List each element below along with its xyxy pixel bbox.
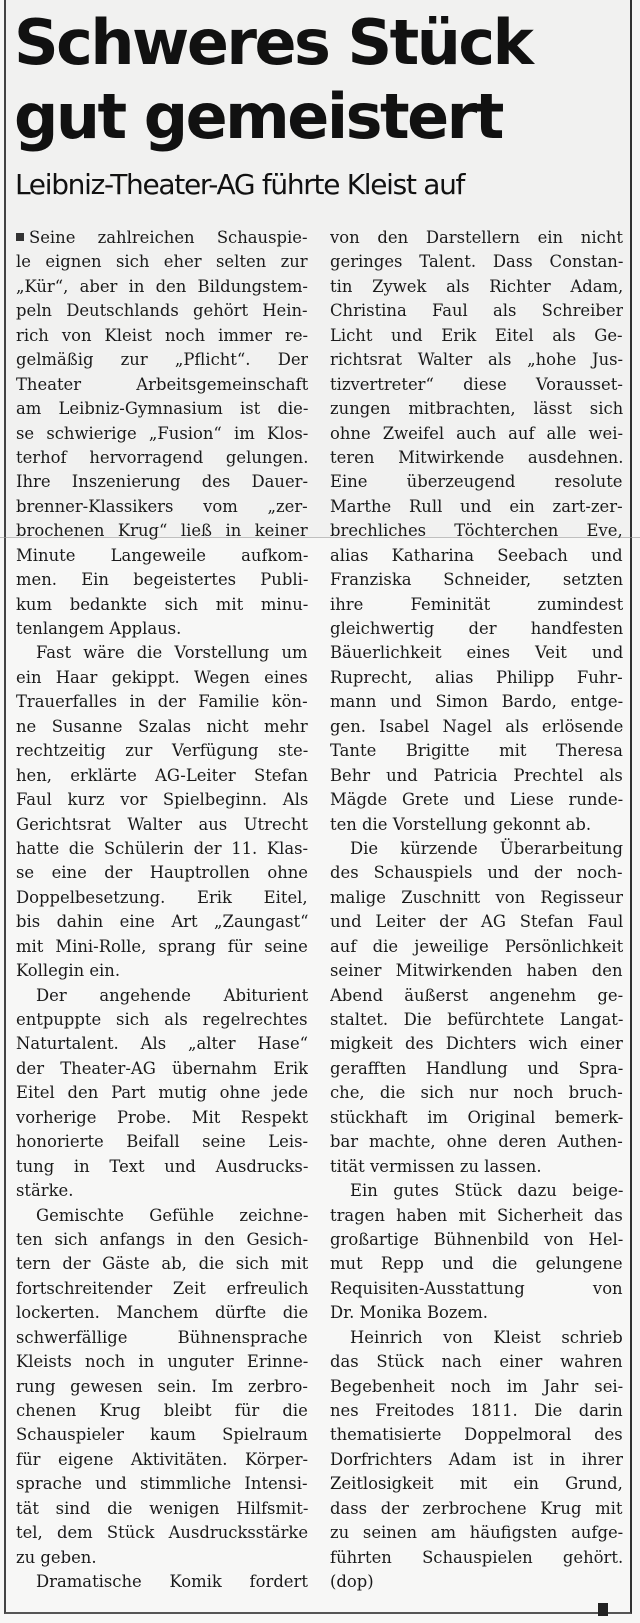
text-line-content: (dop): [330, 1572, 374, 1592]
text-line-content: nes Freitodes 1811. Die darin: [330, 1401, 623, 1420]
text-line: [16, 544, 308, 568]
text-line-content: men. Ein begeistertes Publi-: [16, 570, 308, 590]
text-line-content: „Kür“, aber in den Bildungstem-: [16, 276, 308, 296]
text-line-content: zungen mitbrachten, lässt sich: [330, 399, 623, 419]
text-line: [16, 470, 308, 494]
text-line: [330, 495, 623, 519]
text-line-content: führten Schauspielen gehört.: [330, 1547, 623, 1567]
text-line: [330, 1252, 623, 1276]
left-column: [16, 226, 308, 1595]
text-line: [330, 348, 623, 372]
text-line-content: Marthe Rull und ein zart-zer-: [330, 496, 623, 516]
text-line-content: Mägde Grete und Liese runde-: [330, 790, 623, 810]
text-line-content: fortschreitender Zeit erfreulich: [16, 1278, 308, 1298]
text-line-content: Tante Brigitte mit Theresa: [330, 741, 623, 761]
text-line-content: peln Deutschlands gehört Hein-: [16, 301, 308, 321]
text-line-content: am Leibniz-Gymnasium ist die-: [16, 399, 308, 419]
text-line-content: tenlangem Applaus.: [16, 619, 182, 638]
text-line-content: tragen haben mit Sicherheit das: [330, 1205, 623, 1225]
text-line: [330, 1399, 623, 1423]
text-line: [330, 226, 623, 250]
text-line: [16, 519, 308, 543]
text-line: [330, 568, 623, 592]
text-line-content: alias Katharina Seebach und: [330, 545, 623, 565]
text-line-content: Bäuerlichkeit eines Veit und: [330, 643, 623, 663]
text-line: [16, 1228, 308, 1252]
text-line-content: Gerichtsrat Walter aus Utrecht: [16, 814, 308, 834]
text-line-content: se schwierige „Fusion“ im Klos-: [16, 423, 308, 443]
text-line-content: ne Susanne Szalas nicht mehr: [16, 716, 308, 736]
text-line: [330, 250, 623, 274]
text-line-content: Behr und Patricia Prechtel als: [330, 765, 623, 785]
text-line: [330, 1130, 623, 1154]
text-line-content: Licht und Erik Eitel als Ge-: [330, 325, 623, 345]
text-line-content: Doppelbesetzung. Erik Eitel,: [16, 887, 308, 907]
text-line-content: tern der Gäste ab, die sich mit: [16, 1254, 308, 1274]
text-line-content: Schauspieler kaum Spielraum: [16, 1425, 308, 1445]
text-line: [330, 1106, 623, 1130]
text-line: [16, 959, 308, 983]
text-line-content: tung in Text und Ausdrucks-: [16, 1156, 308, 1176]
text-line: [16, 1032, 308, 1056]
text-line-content: brenner-Klassikers vom „zer-: [16, 496, 308, 516]
text-line-content: malige Zuschnitt von Regisseur: [330, 887, 623, 907]
text-line: [330, 1375, 623, 1399]
text-line-content: Abend äußerst angenehm ge-: [330, 985, 623, 1005]
text-line-content: ten die Vorstellung gekonnt ab.: [330, 814, 592, 834]
text-line: [330, 446, 623, 470]
text-line: [330, 1204, 623, 1228]
text-line: [330, 1032, 623, 1056]
text-line-content: Eine überzeugend resolute: [330, 472, 623, 492]
text-line-content: Dr. Monika Bozem.: [330, 1303, 488, 1323]
text-line: [330, 739, 623, 763]
text-line: [16, 397, 308, 421]
text-line: [330, 788, 623, 812]
text-line-content: gerafften Handlung und Spra-: [330, 1058, 623, 1078]
text-line: [16, 275, 308, 299]
text-line-content: rechtzeitig zur Verfügung ste-: [16, 741, 308, 761]
text-line: [16, 446, 308, 470]
text-line: [16, 1179, 308, 1203]
headline-line-1: Schweres Stück: [14, 6, 532, 79]
text-line: [16, 348, 308, 372]
text-line-content: Kleists noch in unguter Erinne-: [16, 1352, 308, 1372]
text-line: [330, 1546, 623, 1570]
text-line: [16, 1277, 308, 1301]
text-line: [16, 1106, 308, 1130]
text-line-content: auf die jeweilige Persönlichkeit: [330, 936, 623, 956]
text-line-content: sprache und stimmliche Intensi-: [16, 1474, 308, 1494]
text-line: [330, 1350, 623, 1374]
text-line: [330, 764, 623, 788]
text-line: [330, 1008, 623, 1032]
text-line: [330, 1228, 623, 1252]
text-line-content: Gemischte Gefühle zeichne-: [36, 1205, 308, 1225]
text-line: [16, 861, 308, 885]
text-line: [330, 1570, 623, 1594]
text-line: [16, 788, 308, 812]
text-line-content: teren Mitwirkende ausdehnen.: [330, 447, 623, 467]
text-line-content: tität vermissen zu lassen.: [330, 1156, 542, 1176]
text-line-content: Minute Langeweile aufkom-: [16, 545, 308, 565]
text-line-content: Kollegin ein.: [16, 961, 121, 981]
text-line: [16, 1057, 308, 1081]
text-line-content: tin Zywek als Richter Adam,: [330, 276, 623, 296]
text-line-content: geringes Talent. Dass Constan-: [330, 252, 623, 272]
text-line: [16, 617, 308, 641]
text-line-content: tät sind die wenigen Hilfsmit-: [16, 1498, 308, 1518]
text-line-content: für eigene Aktivitäten. Körper-: [16, 1449, 308, 1469]
text-line-content: brochenen Krug“ ließ in keiner: [16, 521, 308, 541]
text-line-content: Ruprecht, alias Philipp Fuhr-: [330, 667, 623, 687]
text-line: [16, 764, 308, 788]
text-line: [16, 422, 308, 446]
text-line: [330, 275, 623, 299]
text-line: [330, 1472, 623, 1496]
text-line-content: bis dahin eine Art „Zaungast“: [16, 912, 308, 932]
text-line-content: des Schauspiels und der noch-: [330, 863, 623, 883]
text-line: [330, 886, 623, 910]
text-line: [330, 299, 623, 323]
text-line-content: mann und Simon Bardo, entge-: [330, 692, 623, 712]
text-line: [16, 1448, 308, 1472]
text-line: [16, 324, 308, 348]
text-line-content: mut Repp und die gelungene: [330, 1254, 623, 1274]
text-line-content: staltet. Die befürchtete Langat-: [330, 1010, 623, 1029]
text-line-content: Requisiten-Ausstattung von: [330, 1278, 623, 1298]
text-line: [330, 1081, 623, 1105]
text-line: [16, 935, 308, 959]
text-line-content: der Theater-AG übernahm Erik: [16, 1058, 308, 1078]
text-line-content: rung gewesen sein. Im zerbro-: [16, 1376, 308, 1396]
text-line-content: rich von Kleist noch immer re-: [16, 325, 308, 345]
text-line-content: stärke.: [16, 1181, 74, 1201]
text-line: [16, 1375, 308, 1399]
text-line-content: ohne Zweifel auch auf alle wei-: [330, 423, 623, 443]
text-line: [330, 1423, 623, 1447]
text-line: [16, 1350, 308, 1374]
text-line: [330, 935, 623, 959]
text-line: [330, 1521, 623, 1545]
text-line: [16, 666, 308, 690]
text-line-content: Franziska Schneider, setzten: [330, 570, 623, 590]
text-line: [16, 1081, 308, 1105]
text-line: [16, 1301, 308, 1325]
text-line: [16, 568, 308, 592]
text-line-content: von den Darstellern ein nicht: [330, 228, 623, 247]
text-line-content: Faul kurz vor Spielbeginn. Als: [16, 790, 308, 810]
text-line: [16, 910, 308, 934]
text-line-content: Zeitlosigkeit mit ein Grund,: [330, 1474, 623, 1494]
text-line-content: chenen Krug bleibt für die: [16, 1401, 308, 1420]
text-line-content: terhof hervorragend gelungen.: [16, 447, 308, 467]
text-line: [16, 593, 308, 617]
text-line-content: Fast wäre die Vorstellung um: [36, 643, 308, 663]
text-line-content: Seine zahlreichen Schauspie-: [29, 228, 308, 247]
text-line: [330, 715, 623, 739]
text-line-content: Eitel den Part mutig ohne jede: [16, 1083, 308, 1103]
text-line: [16, 1008, 308, 1032]
text-line: [330, 666, 623, 690]
text-line-content: tizvertreter“ diese Vorausset-: [330, 374, 623, 394]
text-line-content: tel, dem Stück Ausdrucksstärke: [16, 1523, 308, 1543]
article-end-mark: [598, 1603, 608, 1616]
text-line: [330, 690, 623, 714]
text-line-content: gleichwertig der handfesten: [330, 619, 623, 638]
text-line-content: Dramatische Komik fordert: [36, 1572, 308, 1592]
text-line-content: Dorfrichters Adam ist in ihrer: [330, 1449, 623, 1469]
text-line: [16, 1204, 308, 1228]
text-line: [16, 886, 308, 910]
text-line: [16, 250, 308, 274]
text-line-content: thematisierte Doppelmoral des: [330, 1425, 623, 1445]
text-line: [330, 861, 623, 885]
text-line: [16, 1521, 308, 1545]
text-line: [330, 617, 623, 641]
text-line-content: Naturtalent. Als „alter Hase“: [16, 1034, 308, 1054]
text-line: [330, 984, 623, 1008]
text-line-content: Ein gutes Stück dazu beige-: [350, 1181, 623, 1201]
right-column: [330, 226, 623, 1595]
text-line: [16, 299, 308, 323]
text-line: [330, 1277, 623, 1301]
text-line: [16, 1546, 308, 1570]
text-line-content: vorherige Probe. Mit Respekt: [16, 1107, 308, 1127]
text-line: [330, 641, 623, 665]
text-line-content: Begebenheit noch im Jahr sei-: [330, 1376, 623, 1396]
text-line: [16, 1472, 308, 1496]
text-line: [330, 837, 623, 861]
text-line: [330, 324, 623, 348]
text-line: [16, 1326, 308, 1350]
text-line: [16, 1399, 308, 1423]
text-line-content: che, die sich nur noch bruch-: [330, 1083, 623, 1103]
text-line-content: kum bedankte sich mit minu-: [16, 594, 308, 614]
text-line: [330, 1057, 623, 1081]
text-line-content: hen, erklärte AG-Leiter Stefan: [16, 765, 308, 785]
text-line-content: Theater Arbeitsgemeinschaft: [16, 374, 308, 394]
text-line-content: hatte die Schülerin der 11. Klas-: [16, 838, 308, 858]
text-line: [16, 715, 308, 739]
text-line-content: mit Mini-Rolle, sprang für seine: [16, 936, 308, 956]
text-line: [16, 1497, 308, 1521]
text-line: [16, 373, 308, 397]
text-line: [330, 519, 623, 543]
text-line: [16, 1570, 308, 1594]
headline: [14, 6, 624, 154]
text-line-content: honorierte Beifall seine Leis-: [16, 1132, 308, 1152]
text-line-content: brechliches Töchterchen Eve,: [330, 521, 623, 541]
text-line: [330, 544, 623, 568]
text-line-content: Der angehende Abiturient: [36, 985, 308, 1005]
text-line: [330, 397, 623, 421]
text-line: [16, 1423, 308, 1447]
text-line-content: le eignen sich eher selten zur: [16, 252, 308, 272]
text-line-content: Ihre Inszenierung des Dauer-: [16, 472, 308, 492]
bullet-icon: [16, 233, 24, 241]
text-line-content: stückhaft im Original bemerk-: [330, 1107, 623, 1127]
text-line-content: Die kürzende Überarbeitung: [350, 838, 623, 858]
text-line-content: Heinrich von Kleist schrieb: [350, 1327, 623, 1347]
text-line: [330, 1301, 623, 1325]
text-line-content: Trauerfalles in der Familie kön-: [16, 692, 308, 712]
text-line: [16, 739, 308, 763]
text-line-content: ein Haar gekippt. Wegen eines: [16, 667, 308, 687]
text-line-content: seiner Mitwirkenden haben den: [330, 961, 623, 981]
text-line: [330, 1155, 623, 1179]
text-line-content: schwerfällige Bühnensprache: [16, 1327, 308, 1347]
text-line: [330, 1448, 623, 1472]
text-line: [16, 690, 308, 714]
text-line: [330, 910, 623, 934]
text-line-content: und Leiter der AG Stefan Faul: [330, 912, 623, 932]
text-line-content: dass der zerbrochene Krug mit: [330, 1498, 623, 1518]
text-line: [330, 593, 623, 617]
text-line: [16, 837, 308, 861]
text-line-content: lockerten. Manchem dürfte die: [16, 1303, 308, 1323]
subtitle: Leibniz-Theater-AG führte Kleist auf: [15, 168, 465, 201]
text-line-content: zu seinen am häufigsten aufge-: [330, 1523, 623, 1543]
text-line-content: migkeit des Dichters wich einer: [330, 1034, 623, 1054]
text-line: [16, 1252, 308, 1276]
text-line: [330, 813, 623, 837]
text-line: [16, 984, 308, 1008]
text-line-content: Christina Faul als Schreiber: [330, 301, 623, 321]
text-line: [16, 1130, 308, 1154]
text-line: [330, 373, 623, 397]
text-line-content: großartige Bühnenbild von Hel-: [330, 1229, 623, 1249]
text-line-content: gelmäßig zur „Pflicht“. Der: [16, 350, 308, 370]
text-line: [330, 1497, 623, 1521]
text-line-content: zu geben.: [16, 1547, 97, 1567]
text-line: [330, 470, 623, 494]
headline-line-2: gut gemeistert: [14, 80, 502, 153]
text-line: [16, 813, 308, 837]
text-line: [330, 1326, 623, 1350]
text-line-content: entpuppte sich als regelrechtes: [16, 1010, 308, 1029]
text-line: [330, 422, 623, 446]
text-line: [16, 641, 308, 665]
text-line: [16, 495, 308, 519]
text-line-content: das Stück nach einer wahren: [330, 1352, 623, 1372]
text-line: [16, 226, 308, 250]
text-line-content: ihre Feminität zumindest: [330, 594, 623, 614]
text-line: [330, 959, 623, 983]
text-line: [16, 1155, 308, 1179]
text-line-content: richtsrat Walter als „hohe Jus-: [330, 350, 623, 370]
text-line-content: se eine der Hauptrollen ohne: [16, 863, 308, 883]
text-line-content: bar machte, ohne deren Authen-: [330, 1132, 623, 1152]
text-line-content: ten sich anfangs in den Gesich-: [16, 1229, 308, 1249]
text-line: [330, 1179, 623, 1203]
text-line-content: gen. Isabel Nagel als erlösende: [330, 716, 623, 736]
